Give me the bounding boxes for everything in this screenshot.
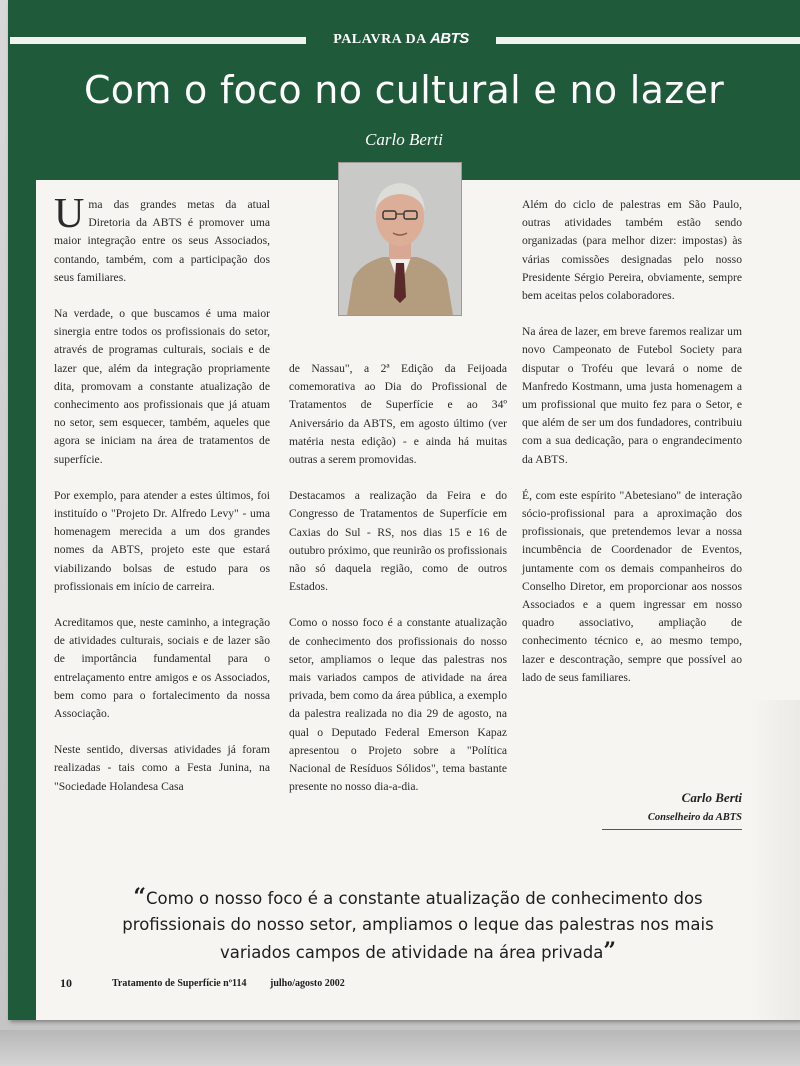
drop-cap: U	[54, 191, 85, 237]
paragraph: de Nassau", a 2ª Edição da Feijoada comemorativa ao Dia do Profissional de Tratamentos de Superfície e ao 34º Aniversário da ABTS, em agosto último (ver matéria nesta edição) - e ainda há muitas outras a serem promovidas.	[289, 362, 507, 467]
header-rule-right	[496, 37, 800, 44]
paragraph: Como o nosso foco é a constante atualização de conhecimento dos profissionais do nosso setor, ampliamos o leque das palestras nos mais variados campos de atividade na área privada, bem como da área pública, a exemplo da palestra realizada no dia 29 de agosto, na qual o Deputado Federal Emerson Kapaz apresentou o Projeto sobre a "Política Nacional de Resíduos Sólidos", tema bastante presente no nosso dia-a-dia.	[289, 616, 507, 794]
pull-quote-text: Como o nosso foco é a constante atualização de conhecimento dos profissionais do nosso setor, ampliamos o leque das palestras nos mais variados campos de atividade na área privada	[122, 889, 714, 962]
header-band	[8, 0, 800, 180]
article-title: Com o foco no cultural e no lazer	[83, 68, 725, 112]
open-quote-mark: “	[133, 884, 146, 910]
paragraph: Além do ciclo de palestras em São Paulo, outras atividades também estão sendo organizadas (para melhor dizer: impostas) às várias comissões designadas pelo nosso Presidente Sérgio Pereira, obviamente, sempre bem aceitas pelos colaboradores.	[522, 198, 742, 303]
portrait-photo-icon	[339, 163, 461, 315]
paragraph: Por exemplo, para atender a estes últimos, foi instituído o "Projeto Dr. Alfredo Levy" - uma homenagem merecida a um dos grandes nomes da ABTS, projeto este que estará viabilizando bolsas de estudo para os profissionais em início de carreira.	[54, 488, 270, 593]
paragraph: É, com este espírito "Abetesiano" de interação sócio-profissional para a aproximação dos profissionais, que pretendemos levar a nossa incumbência de Coordenador de Eventos, juntamente com os demais companheiros do Conselho Diretor, em proporcionar aos nossos Associados e a quem ingressar em nosso quadro associativo, ampliação de conhecimento técnico e, ao mesmo tempo, lazer e descontração, sempre que possível ao lado de seus familiares.	[522, 488, 742, 684]
page-number: 10	[60, 976, 72, 990]
left-green-strip	[8, 180, 36, 1020]
paragraph: Neste sentido, diversas atividades já foram realizadas - tais como a Festa Junina, na "Sociedade Holandesa Casa	[54, 743, 270, 793]
article-byline: Carlo Berti	[365, 130, 443, 149]
signature-role: Conselheiro da ABTS	[647, 812, 742, 823]
pull-quote	[98, 884, 738, 966]
kicker-text: PALAVRA DA	[333, 32, 426, 47]
paragraph: Acreditamos que, neste caminho, a integração de atividades culturais, sociais e de lazer são de importância fundamental para o entrelaçamento entre amigos e os Associados, bem como para o fortalecimento da nossa Associação.	[54, 616, 270, 721]
article-column-3	[522, 196, 742, 687]
abts-logo: ABTS	[429, 30, 469, 47]
footer-magazine-name: Tratamento de Superfície nº114	[112, 978, 247, 989]
signature-underline	[602, 829, 742, 830]
paragraph: Na área de lazer, em breve faremos realizar um novo Campeonato de Futebol Society para disputar o Troféu que levará o nome de Manfredo Kostmann, uma justa homenagem a um profissional que muito fez para o Setor, e que além de ser um dos fundadores, contribuiu com a sua dedicação, para o engrandecimento da ABTS.	[522, 325, 742, 466]
article-column-2	[289, 360, 507, 796]
footer-issue-date: julho/agosto 2002	[270, 978, 345, 989]
section-kicker	[308, 30, 494, 48]
header-rule-left	[10, 37, 306, 44]
scan-bottom-edge	[0, 1030, 800, 1066]
author-portrait-photo	[338, 162, 462, 316]
author-signature	[602, 790, 742, 823]
paragraph: Uma das grandes metas da atual Diretoria da ABTS é promover uma maior integração entre os seus Associados, contando, também, com a participação dos seus familiares.	[54, 191, 270, 284]
article-column-1	[54, 191, 270, 796]
paragraph: Destacamos a realização da Feira e do Congresso de Tratamentos de Superfície em Caxias do Sul - RS, nos dias 15 e 16 de outubro próximo, que reunirão os profissionais não só daquela região, como de outros Estados.	[289, 489, 507, 594]
paragraph: Na verdade, o que buscamos é uma maior sinergia entre todos os profissionais do setor, através de programas culturais, sociais e de lazer que, além da integração propriamente dita, promovam a constante atualização de conhecimento aos profissionais que já atuam no setor, sem esquecer, também, aqueles que agora se iniciam na área de tratamentos de superfície.	[54, 307, 270, 466]
bleed-through-shading	[750, 700, 800, 1020]
signature-name: Carlo Berti	[681, 790, 742, 805]
magazine-page	[8, 0, 800, 1020]
close-quote-mark: ”	[603, 938, 617, 964]
